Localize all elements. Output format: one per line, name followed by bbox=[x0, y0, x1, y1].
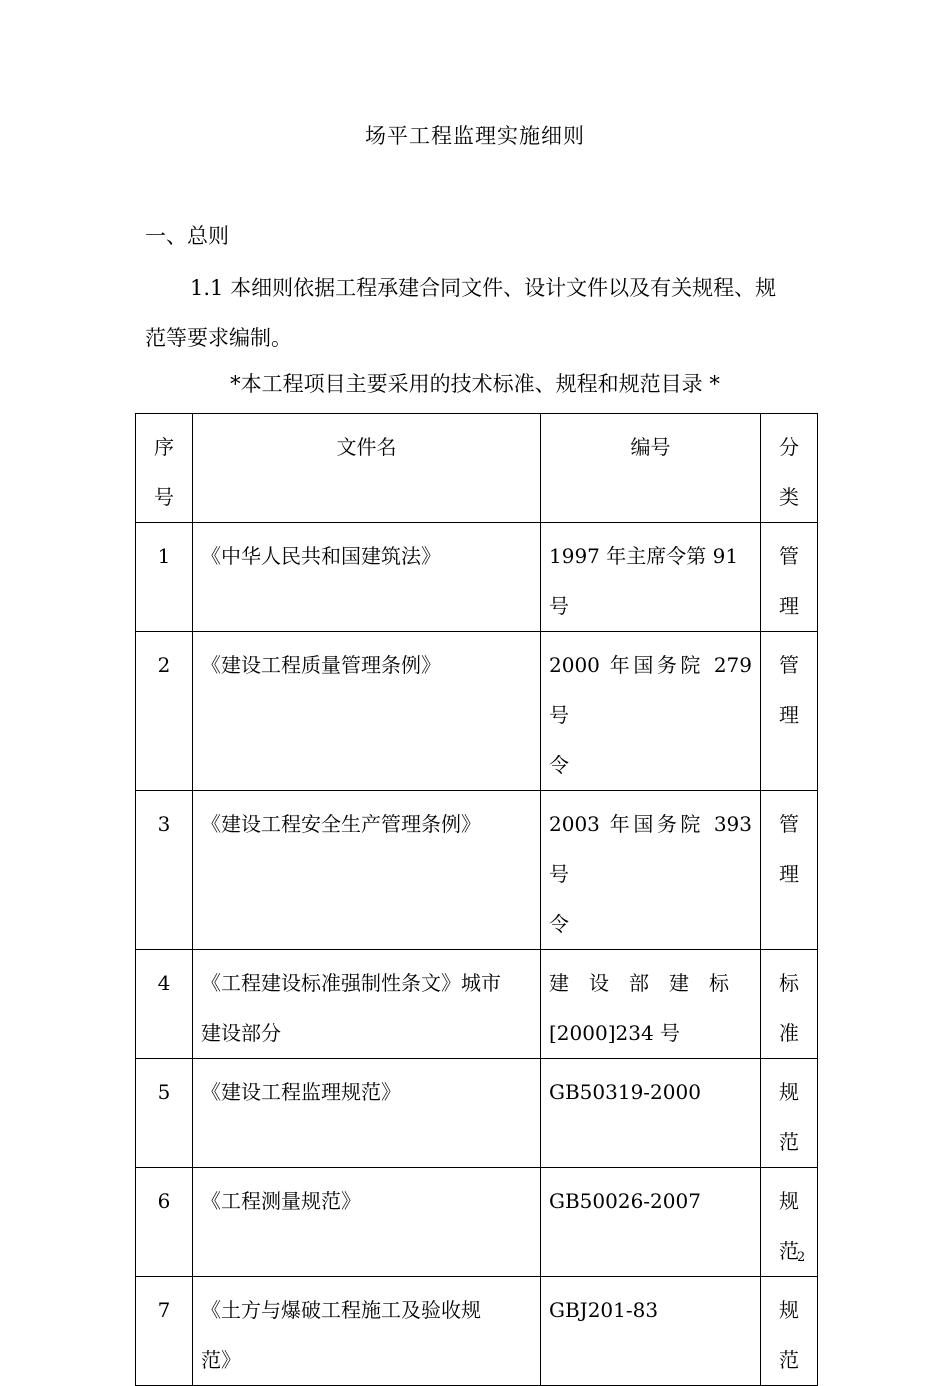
paragraph-1-1 bbox=[145, 263, 810, 363]
cell-name: 《工程测量规范》 bbox=[193, 1168, 541, 1277]
table-header-row bbox=[136, 414, 818, 523]
cell-seq: 6 bbox=[136, 1168, 193, 1277]
table-row bbox=[136, 950, 818, 1059]
cell-category: 管 理 bbox=[761, 632, 818, 791]
cell-name: 《建设工程质量管理条例》 bbox=[193, 632, 541, 791]
cell-code: 2000 年国务院 279 号 令 bbox=[541, 632, 761, 791]
table-row bbox=[136, 1277, 818, 1386]
page-number: 2 bbox=[797, 1250, 806, 1265]
cell-name: 《中华人民共和国建筑法》 bbox=[193, 523, 541, 632]
cell-seq: 4 bbox=[136, 950, 193, 1059]
document-title: 场平工程监理实施细则 bbox=[365, 124, 585, 148]
cell-name: 《工程建设标准强制性条文》城市 建设部分 bbox=[193, 950, 541, 1059]
cell-seq: 2 bbox=[136, 632, 193, 791]
table-row bbox=[136, 1059, 818, 1168]
header-seq: 序 号 bbox=[136, 414, 193, 523]
paragraph-line-1: 1.1 本细则依据工程承建合同文件、设计文件以及有关规程、规 bbox=[190, 276, 777, 300]
cell-name: 《建设工程安全生产管理条例》 bbox=[193, 791, 541, 950]
cell-code: GBJ201-83 bbox=[541, 1277, 761, 1386]
cell-seq: 3 bbox=[136, 791, 193, 950]
cell-code: GB50026-2007 bbox=[541, 1168, 761, 1277]
cell-category: 规 范 bbox=[761, 1059, 818, 1168]
header-name: 文件名 bbox=[193, 414, 541, 523]
cell-code: 1997 年主席令第 91 号 bbox=[541, 523, 761, 632]
cell-category: 标 准 bbox=[761, 950, 818, 1059]
table-row bbox=[136, 632, 818, 791]
cell-seq: 5 bbox=[136, 1059, 193, 1168]
cell-seq: 1 bbox=[136, 523, 193, 632]
cell-category: 管 理 bbox=[761, 523, 818, 632]
cell-code: 2003 年国务院 393 号 令 bbox=[541, 791, 761, 950]
paragraph-line-2: 范等要求编制。 bbox=[145, 326, 292, 350]
cell-category: 规 范 bbox=[761, 1277, 818, 1386]
section-heading: 一、总则 bbox=[145, 224, 229, 248]
header-category: 分 类 bbox=[761, 414, 818, 523]
standards-table bbox=[135, 413, 818, 1386]
cell-category: 规 范 bbox=[761, 1168, 818, 1277]
cell-code: GB50319-2000 bbox=[541, 1059, 761, 1168]
table-row bbox=[136, 791, 818, 950]
table-caption: *本工程项目主要采用的技术标准、规程和规范目录 * bbox=[230, 372, 720, 396]
cell-name: 《建设工程监理规范》 bbox=[193, 1059, 541, 1168]
cell-category: 管 理 bbox=[761, 791, 818, 950]
header-code: 编号 bbox=[541, 414, 761, 523]
cell-seq: 7 bbox=[136, 1277, 193, 1386]
cell-name: 《土方与爆破工程施工及验收规 范》 bbox=[193, 1277, 541, 1386]
cell-code: 建 设 部 建 标 [2000]234 号 bbox=[541, 950, 761, 1059]
table-row bbox=[136, 523, 818, 632]
table-row bbox=[136, 1168, 818, 1277]
